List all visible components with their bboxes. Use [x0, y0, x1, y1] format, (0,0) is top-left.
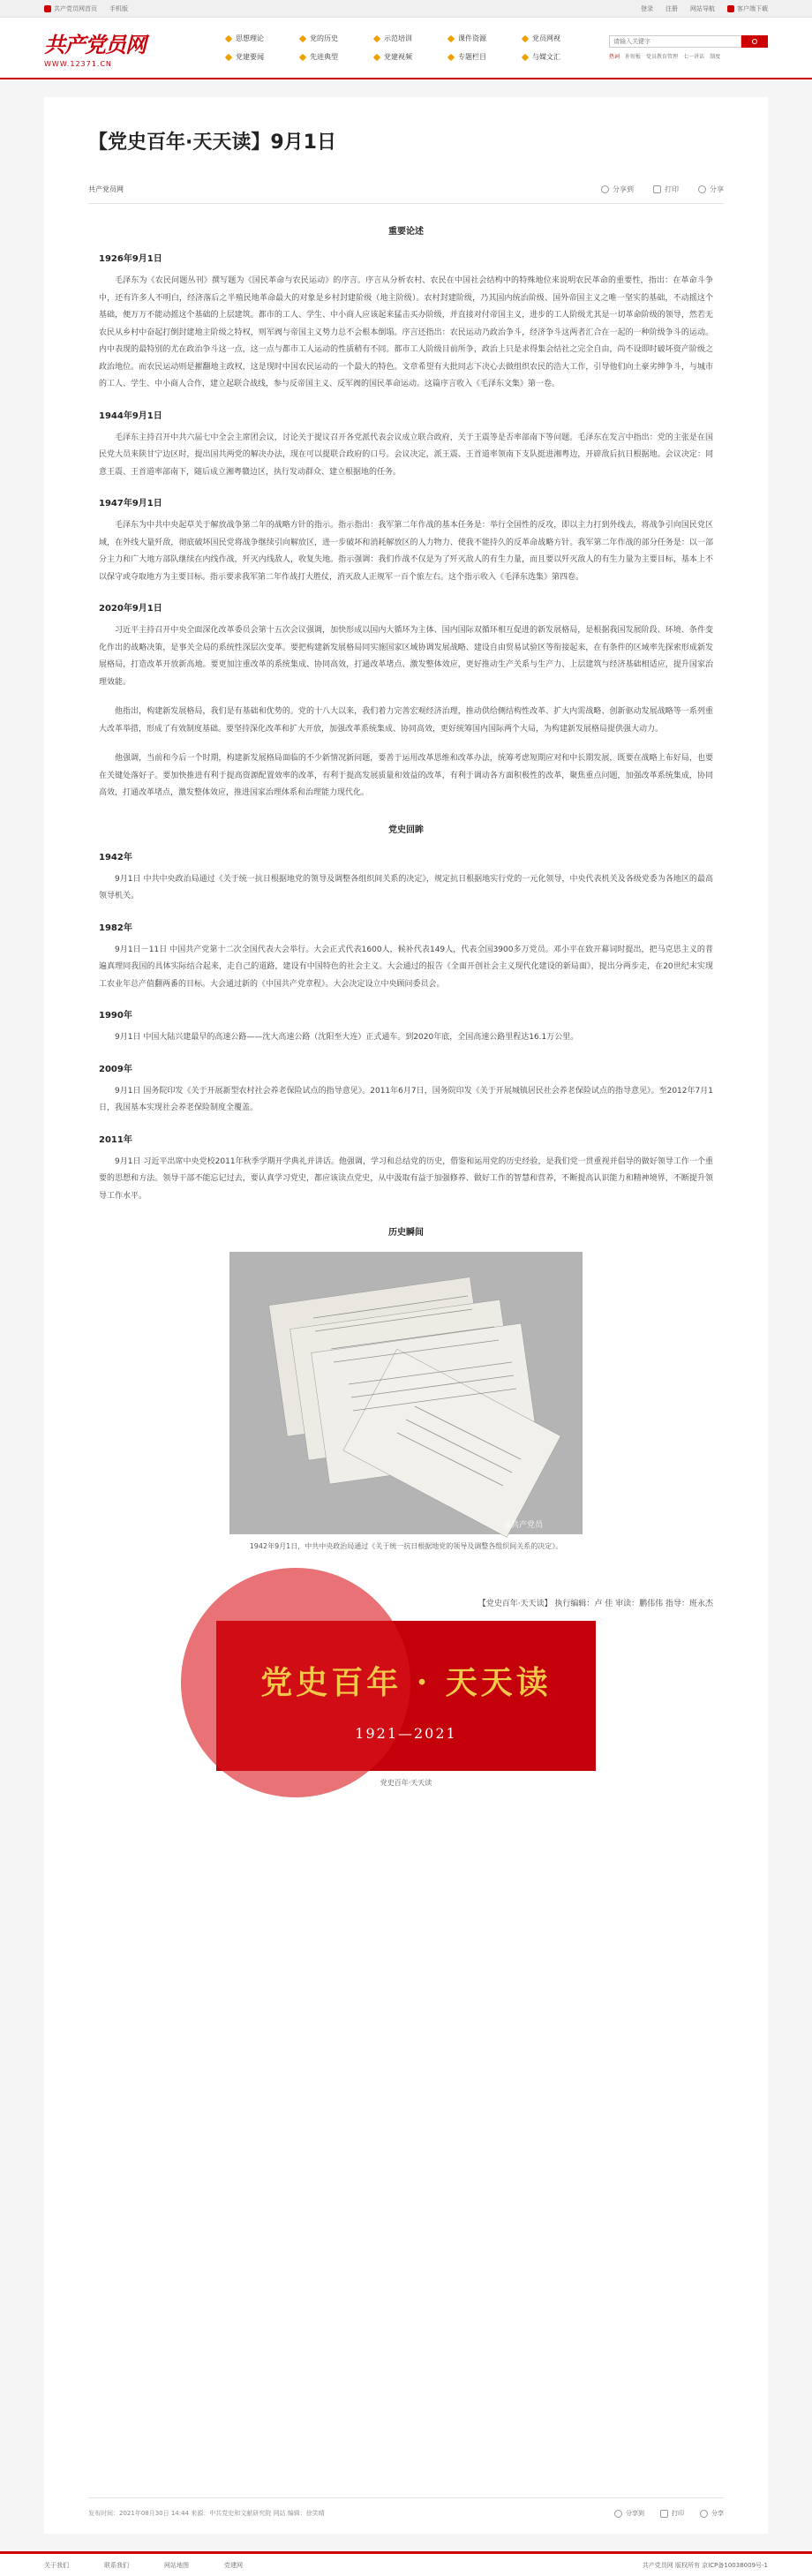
- nav-item[interactable]: 与媒文汇: [523, 52, 597, 62]
- nav-item[interactable]: 示范培训: [374, 34, 448, 43]
- review-block: [99, 1061, 713, 1118]
- search-icon: [752, 39, 757, 44]
- historical-document-photo: [229, 1252, 583, 1534]
- hotword-link[interactable]: 制度: [710, 54, 721, 60]
- print-icon: [660, 2510, 668, 2518]
- hotword-link[interactable]: 党员教育管理: [646, 54, 679, 60]
- review-list: [99, 849, 713, 1206]
- share-to-button[interactable]: 分享到: [614, 2509, 644, 2518]
- review-block: [99, 920, 713, 994]
- nav-bullet-icon: [225, 53, 232, 60]
- event-block: [99, 495, 713, 586]
- footer-link-about[interactable]: 关于我们: [44, 2561, 69, 2569]
- nav-bullet-icon: [522, 34, 529, 41]
- article-meta: [88, 185, 724, 204]
- logo-url: WWW.12371.CN: [44, 60, 112, 68]
- site-nav-link[interactable]: 网站导航: [690, 5, 715, 12]
- document-pages-illustration: [229, 1252, 583, 1534]
- section-heading: 党史回眸: [388, 825, 424, 835]
- footer-link-contact[interactable]: 联系我们: [104, 2561, 129, 2569]
- site-header: [0, 18, 812, 79]
- paragraph: 9月1日 中共中央政治局通过《关于统一抗日根据地党的领导及调整各组织间关系的决定》，规定抗日根据地实行党的一元化领导，中央代表机关及各级党委为各地区的最高领导机关。: [99, 874, 713, 900]
- nav-item[interactable]: 党的历史: [300, 34, 374, 43]
- paragraph: 他强调，当前和今后一个时期，构建新发展格局面临的不少新情况新问题，要善于运用改革思维和改革办法，统筹考虑短期应对和中长期发展，既要在战略上布好局，也要在关键处落好子。要加快推进有利于提高资源配置效率的改革，有利于提高发展质量和效益的改革，有利于调动各方面积极性的改革，聚焦重点问题，加强改革系统集成，协同高效，打通改革堵点，激发整体效应，推进国家治理体系和治理能力现代化。: [99, 754, 713, 797]
- share-button[interactable]: 分享: [700, 2509, 724, 2518]
- banner-caption: 党史百年·天天读: [380, 1779, 432, 1787]
- paragraph: 习近平主持召开中央全面深化改革委员会第十五次会议强调，加快形成以国内大循环为主体、国内国际双循环相互促进的新发展格局，是根据我国发展阶段、环境、条件变化作出的战略决策，是事关全局的系统性深层次变革。要把构建新发展格局同实施国家区域协调发展战略、建设自由贸易试验区等衔接起来，在有条件的区域率先探索形成新发展格局，打造改革开放新高地。要更加注重改革的系统集成、协同高效，打通改革堵点、激发整体效应，更好推动生产关系与生产力、上层建筑与经济基础相适应，提升国家治理效能。: [99, 626, 713, 687]
- review-year: 2009年: [99, 1064, 132, 1074]
- event-block: [99, 408, 713, 482]
- logo-name: 共产党员网: [44, 32, 146, 57]
- search-button[interactable]: [741, 35, 768, 48]
- event-date: 1926年9月1日: [99, 254, 162, 264]
- article-footer-meta: [88, 2497, 724, 2518]
- print-icon: [653, 185, 661, 193]
- share-icon: [698, 185, 706, 193]
- series-banner: [216, 1621, 596, 1771]
- event-date: 1944年9月1日: [99, 411, 162, 421]
- main-nav: [226, 34, 597, 62]
- section-heading: 历史瞬间: [388, 1228, 424, 1238]
- nav-bullet-icon: [447, 53, 455, 60]
- event-date: 1947年9月1日: [99, 499, 162, 508]
- review-year: 1990年: [99, 1011, 132, 1021]
- article-source: 共产党员网: [88, 185, 124, 193]
- paragraph: 9月1日－11日 中国共产党第十二次全国代表大会举行。大会正式代表1600人，候补代表149人，代表全国3900多万党员。邓小平在致开幕词时提出，把马克思主义的普遍真理同我国的具体实际结合起来，走自己的道路，建设有中国特色的社会主义。大会通过的报告《全面开创社会主义现代化建设的新局面》，提出分两步走，在20世纪末实现工农业年总产值翻两番的目标。大会通过新的《中国共产党章程》。大会决定设立中央顾问委员会。: [99, 945, 713, 989]
- phone-icon: [727, 5, 734, 12]
- search-input[interactable]: [609, 35, 741, 48]
- hot-words: [609, 52, 768, 60]
- nav-item[interactable]: 党员网视: [523, 34, 597, 43]
- nav-item[interactable]: 党建视频: [374, 52, 448, 62]
- nav-bullet-icon: [447, 34, 455, 41]
- footer-link-partner[interactable]: 党建网: [224, 2561, 243, 2569]
- app-download-link[interactable]: 客户端下载: [727, 4, 768, 13]
- photo-caption: 1942年9月1日，中共中央政治局通过《关于统一抗日根据地党的领导及调整各组织间关系的决定》。: [249, 1542, 563, 1550]
- paragraph: 他指出，构建新发展格局，我们是有基础和优势的。党的十八大以来，我们着力完善宏观经济治理，推动供给侧结构性改革、扩大内需战略、创新驱动发展战略等一系列重大改革举措，形成了有效制度基础。要坚持深化改革和扩大开放，加强改革系统集成、协同高效，更好统筹国内国际两个大局，为构建新发展格局提供强大动力。: [99, 707, 713, 734]
- paragraph: 9月1日 国务院印发《关于开展新型农村社会养老保险试点的指导意见》。2011年6月7日，国务院印发《关于开展城镇居民社会养老保险试点的指导意见》。至2012年7月1日，我国基本实现社会养老保险制度全覆盖。: [99, 1086, 713, 1112]
- publish-info: 发布时间：2021年08月30日 14:44 来源：中共党史和文献研究院 网站 编辑：徐笑晴: [88, 2510, 325, 2517]
- editor-credit: 【党史百年·天天读】 执行编辑：卢 佳 审读：鹏伟伟 指导：班永杰: [477, 1600, 713, 1608]
- hotwords-label: 热词: [609, 54, 620, 60]
- share-button[interactable]: 分享: [698, 185, 724, 194]
- site-footer: [0, 2551, 812, 2576]
- hotword-link[interactable]: 七一讲话: [683, 54, 705, 60]
- print-button[interactable]: 打印: [660, 2509, 684, 2518]
- top-utility-bar: [0, 0, 812, 18]
- register-link[interactable]: 注册: [665, 5, 678, 12]
- share-icon: [614, 2510, 622, 2518]
- article-container: [44, 97, 768, 2534]
- review-block: [99, 1132, 713, 1206]
- photo-watermark: @共产党员: [502, 1521, 543, 1530]
- section-heading: 重要论述: [388, 227, 424, 237]
- review-year: 1982年: [99, 923, 132, 933]
- banner-title: 党史百年 · 天天读: [260, 1664, 552, 1701]
- nav-bullet-icon: [522, 53, 529, 60]
- print-button[interactable]: 打印: [653, 185, 679, 194]
- event-block: [99, 600, 713, 802]
- paragraph: 毛泽东主持召开中共六届七中全会主席团会议，讨论关于提议召开各党派代表会议成立联合政府，关于王震等是否率部南下等问题。毛泽东在发言中指出：党的主张是在国民党大员来陕甘宁边区时，提出国共两党的解决办法，现在可以提联合政府的口号。会议决定，派王震、王首道率领南下支队挺进湘粤边，开辟敌后抗日根据地。会议决定：同意王震、王首道率部南下，随后成立湘粤赣边区，执行发动群众、建立根据地的任务。: [99, 433, 713, 477]
- nav-item[interactable]: 专题栏目: [448, 52, 523, 62]
- event-date: 2020年9月1日: [99, 604, 162, 614]
- share-icon: [601, 185, 609, 193]
- paragraph: 毛泽东为《农民问题丛刊》撰写题为《国民革命与农民运动》的序言。序言从分析农村、农民在中国社会结构中的特殊地位来说明农民革命的重要性，指出：在革命斗争中，还有许多人不明白，经济落后之半殖民地革命最大的对象是乡村封建阶级（地主阶级）。农村封建阶级，乃其国内统治阶级、国外帝国主义之唯一坚实的基础，不动摇这个基础，便万万不能动摇这个基础的上层建筑。都市的工人、学生、中小商人应该起来猛击买办阶级，并直接对付帝国主义，进步的工人阶级尤其是一切革命阶级的领导，然若无农民从乡村中奋起打倒封建地主阶级之特权，则军阀与帝国主义势力总不会根本倒塌。序言还指出：农民运动乃政治争斗，经济争斗这两者汇合在一起的一种阶级争斗的运动。内中表现的最特别的尤在政治争斗这一点，这一点与都市工人运动的性质稍有不同。都市工人阶级目前所争，政治上只是求得集会结社之完全自由，尚不设即时破坏资产阶级之政治地位。而农民运动则是摧翻地主政权，这是现时中国农民运动的一个最大的特色。文章希望有大批同志下决心去做组织农民的浩大工作，引导他们向土豪劣绅争斗，与城市的工人、学生、中小商人合作，建立起联合战线，参与反帝国主义、反军阀的国民革命运动。这篇序言收入《毛泽东文集》第一卷。: [99, 276, 713, 388]
- home-link[interactable]: 共产党员网首页: [44, 4, 97, 13]
- event-block: [99, 251, 713, 394]
- article-title: 【党史百年·天天读】9月1日: [88, 132, 336, 154]
- paragraph: 9月1日 中国大陆兴建最早的高速公路——沈大高速公路（沈阳至大连）正式通车。到2020年底，全国高速公路里程达16.1万公里。: [115, 1033, 579, 1042]
- article-body: [88, 223, 724, 1788]
- nav-item[interactable]: 党建要闻: [226, 52, 300, 62]
- nav-item[interactable]: 课件资源: [448, 34, 523, 43]
- nav-bullet-icon: [225, 34, 232, 41]
- nav-bullet-icon: [373, 34, 380, 41]
- copyright: 共产党员网 版权所有 京ICP备10038009号-1: [642, 2561, 768, 2569]
- share-icon: [700, 2510, 708, 2518]
- share-to-button[interactable]: 分享到: [601, 185, 634, 194]
- nav-bullet-icon: [373, 53, 380, 60]
- paragraph: 9月1日 习近平出席中央党校2011年秋季学期开学典礼并讲话。他强调，学习和总结党的历史，借鉴和运用党的历史经验，是我们党一贯重视并倡导的做好领导工作一个重要的思想和方法。领导干部不能忘记过去，要认真学习党史，都应该读点党史，从中汲取有益于加强修养、做好工作的智慧和营养，不断提高认识能力和精神境界，不断提升领导工作水平。: [99, 1156, 713, 1201]
- site-logo[interactable]: [44, 27, 177, 68]
- review-block: [99, 1007, 713, 1047]
- nav-item[interactable]: 思想理论: [226, 34, 300, 43]
- review-block: [99, 849, 713, 906]
- review-year: 1942年: [99, 852, 132, 862]
- review-year: 2011年: [99, 1134, 132, 1145]
- search-area: [609, 35, 768, 60]
- paragraph: 毛泽东为中共中央起草关于解放战争第二年的战略方针的指示。指示指出：我军第二年作战的基本任务是：举行全国性的反攻，即以主力打到外线去，将战争引向国民党区域，在外线大量歼敌，彻底破坏国民党将战争继续引向解放区，进一步破坏和消耗解放区的人力物力、使我不能持久的反革命战略方针。我军第二年作战的部分任务是：以一部分主力和广大地方部队继续在内线作战，歼灭内线敌人，收复失地。指示强调：我们作战不仅是为了歼灭敌人的有生力量，而且要以歼灭敌人的有生力量为主要目标，基本上不以保守或夺取地方为主要目标。指示要求我军第二年作战打大胜仗，消灭敌人正规军一百个旅左右。这个指示收入《毛泽东选集》第四卷。: [99, 521, 713, 582]
- banner-years: 1921—2021: [355, 1725, 457, 1742]
- nav-bullet-icon: [299, 34, 306, 41]
- home-icon: [44, 5, 51, 12]
- mobile-link[interactable]: 手机版: [109, 5, 128, 12]
- events-list: [99, 251, 713, 802]
- login-link[interactable]: 登录: [641, 5, 653, 12]
- hotword-link[interactable]: 补短板: [625, 54, 642, 60]
- nav-item[interactable]: 先进典型: [300, 52, 374, 62]
- nav-bullet-icon: [299, 53, 306, 60]
- footer-link-sitemap[interactable]: 网站地图: [164, 2561, 189, 2569]
